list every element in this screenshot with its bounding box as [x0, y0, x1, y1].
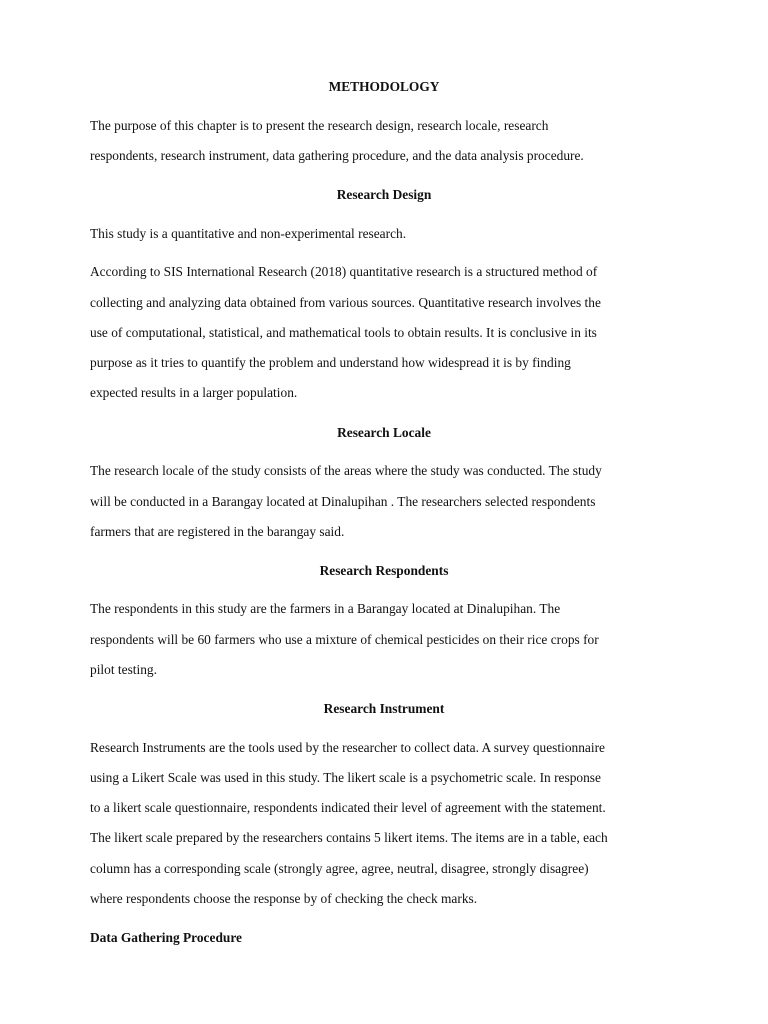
section-heading-data-gathering-procedure: Data Gathering Procedure — [90, 930, 242, 945]
paragraph-line: will be conducted in a Barangay located at Dinalupihan . The researchers selected respondents — [90, 494, 596, 509]
paragraph-line: The research locale of the study consists of the areas where the study was conducted. The study — [90, 463, 602, 478]
paragraph-line: collecting and analyzing data obtained from various sources. Quantitative research involves the — [90, 295, 601, 310]
paragraph-line: respondents will be 60 farmers who use a mixture of chemical pesticides on their rice crops for — [90, 632, 599, 647]
paragraph-line: The respondents in this study are the farmers in a Barangay located at Dinalupihan. The — [90, 601, 561, 616]
paragraph-line: use of computational, statistical, and mathematical tools to obtain results. It is conclusive in its — [90, 325, 597, 340]
paragraph-line: using a Likert Scale was used in this study. The likert scale is a psychometric scale. In response — [90, 770, 601, 785]
paragraph-line: purpose as it tries to quantify the problem and understand how widespread it is by finding — [90, 355, 571, 370]
paragraph-line: to a likert scale questionnaire, respondents indicated their level of agreement with the statement. — [90, 800, 606, 815]
paragraph-line: pilot testing. — [90, 662, 157, 677]
paragraph-line: Research Instruments are the tools used by the researcher to collect data. A survey questionnaire — [90, 740, 605, 755]
paragraph-line: column has a corresponding scale (strongly agree, agree, neutral, disagree, strongly disagree) — [90, 861, 589, 876]
page-title: METHODOLOGY — [328, 79, 440, 94]
paragraph-line: This study is a quantitative and non-experimental research. — [90, 226, 407, 241]
paragraph-line: According to SIS International Research (2018) quantitative research is a structured method of — [90, 264, 598, 279]
section-heading-research-locale: Research Locale — [337, 425, 431, 440]
section-heading-research-instrument: Research Instrument — [323, 701, 445, 716]
paragraph-line: farmers that are registered in the barangay said. — [90, 524, 345, 539]
paragraph-line: where respondents choose the response by of checking the check marks. — [90, 891, 478, 906]
paragraph-line: The likert scale prepared by the researchers contains 5 likert items. The items are in a table, each — [90, 830, 608, 845]
paragraph-line: expected results in a larger population. — [90, 385, 298, 400]
intro-line: respondents, research instrument, data gathering procedure, and the data analysis procedure. — [90, 148, 584, 163]
section-heading-research-design: Research Design — [336, 187, 432, 202]
section-heading-research-respondents: Research Respondents — [319, 563, 449, 578]
intro-line: The purpose of this chapter is to present the research design, research locale, research — [90, 118, 549, 133]
